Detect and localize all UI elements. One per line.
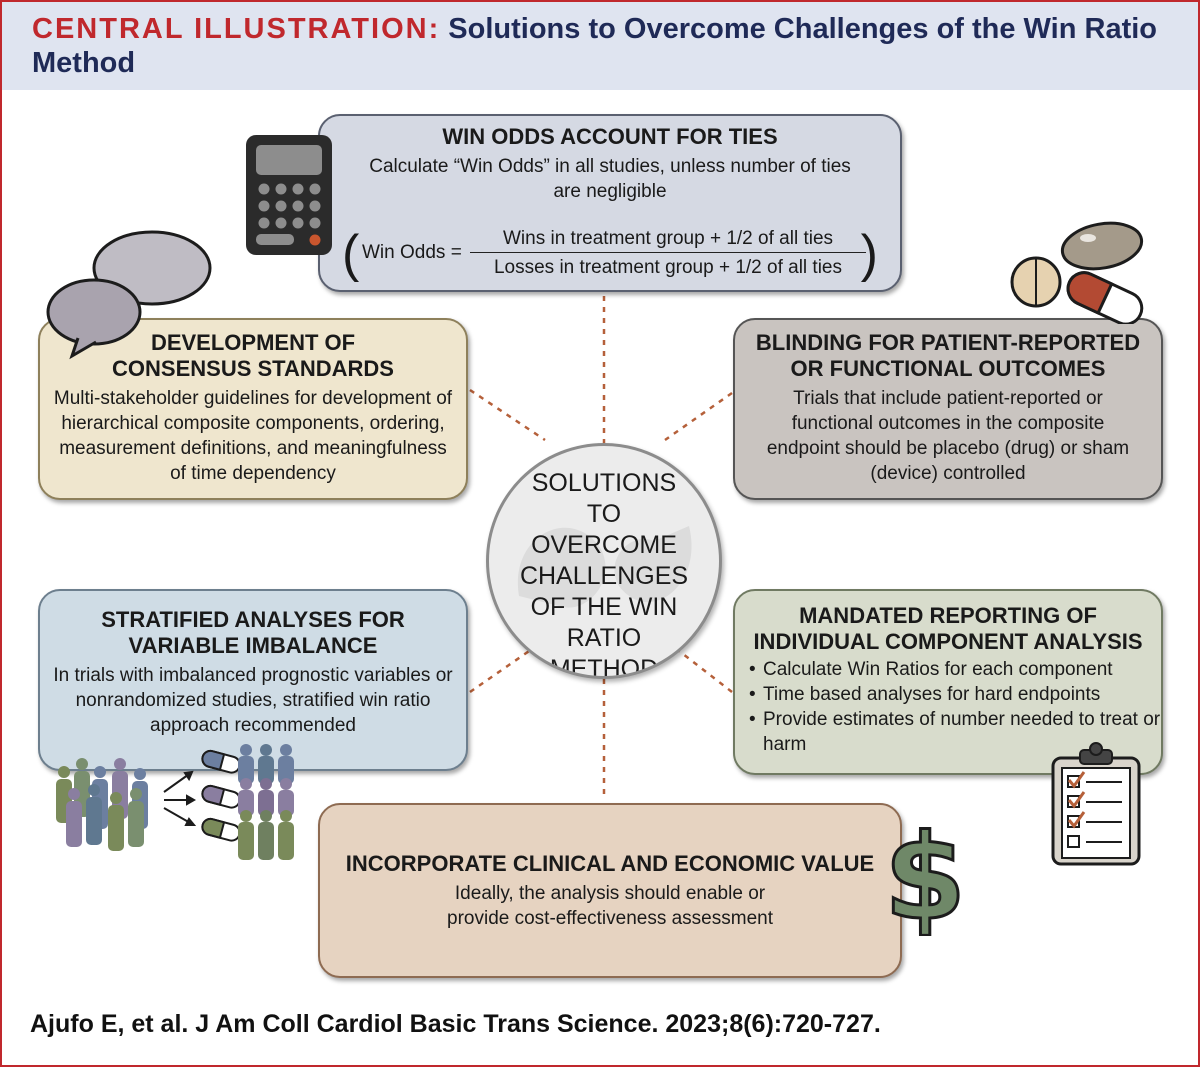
blinding-description: Trials that include patient-reported or functional outcomes in the composite endpoint should be placebo (drug) or sham (device) controlled bbox=[766, 388, 1130, 484]
center-circle bbox=[486, 443, 722, 679]
header-label: CENTRAL ILLUSTRATION: bbox=[32, 13, 441, 45]
blinding-title: BLINDING FOR PATIENT-REPORTED OR FUNCTIONAL OUTCOMES bbox=[755, 330, 1141, 381]
clipboard-checklist-icon bbox=[1050, 740, 1142, 868]
mandated-bullet: • Calculate Win Ratios for each component bbox=[749, 657, 1161, 682]
mandated-bullet: • Provide estimates of number needed to treat or harm bbox=[749, 707, 1161, 757]
win-odds-title: WIN ODDS ACCOUNT FOR TIES bbox=[442, 124, 778, 149]
header-title: Solutions to Overcome Challenges of the Win Ratio Method bbox=[32, 13, 1157, 79]
connector-upper-right bbox=[665, 393, 732, 440]
win-odds-formula bbox=[320, 224, 900, 290]
speech-bubbles-icon bbox=[44, 228, 214, 360]
stratified-title: STRATIFIED ANALYSES FOR VARIABLE IMBALANCE bbox=[101, 607, 405, 658]
consensus-description: Multi-stakeholder guidelines for development of hierarchical composite components, ordering, measurement definitions, and meaningfulness of time dependency bbox=[53, 388, 453, 484]
formula-lhs: Win Odds = bbox=[362, 242, 462, 263]
mandated-title: MANDATED REPORTING OF INDIVIDUAL COMPONENT ANALYSIS bbox=[753, 603, 1143, 654]
formula-fraction bbox=[470, 228, 866, 279]
win-odds-description: Calculate “Win Odds” in all studies, unless number of ties are negligible bbox=[369, 156, 851, 202]
consensus-title: DEVELOPMENT OF CONSENSUS STANDARDS bbox=[112, 330, 394, 381]
formula-denominator: Losses in treatment group + 1/2 of all ties bbox=[493, 257, 842, 278]
dollar-sign-icon bbox=[875, 818, 975, 936]
economic-title: INCORPORATE CLINICAL AND ECONOMIC VALUE bbox=[345, 851, 875, 876]
blinding-box bbox=[733, 318, 1163, 500]
formula-numerator: Wins in treatment group + 1/2 of all ties bbox=[470, 228, 866, 253]
formula-right-paren: ) bbox=[860, 225, 878, 283]
people-groups-icon bbox=[52, 742, 306, 862]
center-text: SOLUTIONS TO OVERCOME CHALLENGES OF THE WIN RATIO METHOD bbox=[519, 469, 689, 679]
economic-description: Ideally, the analysis should enable or provide cost-effectiveness assessment bbox=[447, 883, 773, 929]
svg-text:$: $ bbox=[883, 818, 967, 936]
connector-upper-left bbox=[470, 390, 545, 440]
economic-box bbox=[318, 803, 902, 978]
mandated-bullet: • Time based analyses for hard endpoints bbox=[749, 682, 1161, 707]
pills-icon bbox=[1008, 220, 1158, 324]
citation: Ajufo E, et al. J Am Coll Cardiol Basic Trans Science. 2023;8(6):720-727. bbox=[30, 1010, 881, 1038]
calculator-icon bbox=[244, 133, 334, 257]
formula-left-paren: ( bbox=[342, 225, 360, 283]
win-odds-box bbox=[318, 114, 902, 292]
stratified-description: In trials with imbalanced prognostic variables or nonrandomized studies, stratified win ratio approach recommended bbox=[53, 665, 453, 736]
